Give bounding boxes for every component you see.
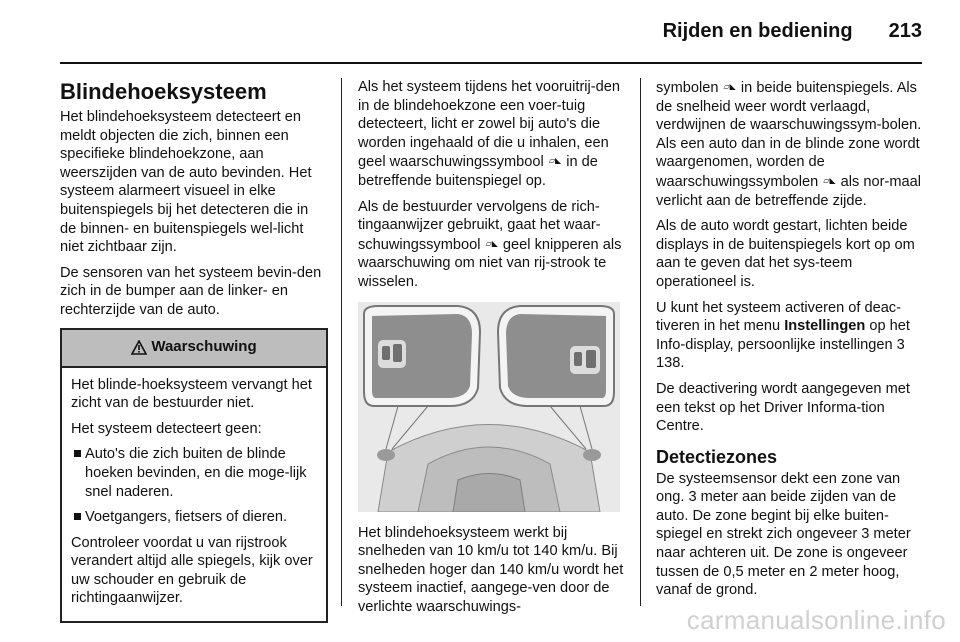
- text-segment: in beide buitenspiegels. Als de snelheid weer wordt verlaagd, verdwijnen de waarschuwingssym-bolen. Als een auto dan in de blinde zone wordt waargenomen, worden de waarschuwingssymbolen: [656, 80, 922, 190]
- paragraph: [358, 78, 626, 191]
- paragraph: Het blinde-hoeksysteem vervangt het zicht van de bestuurder niet.: [71, 376, 312, 412]
- header-rule: [60, 62, 922, 64]
- paragraph: [656, 299, 924, 373]
- warning-box: [60, 328, 328, 624]
- section-heading: Detectiezones: [656, 446, 778, 467]
- column-divider: [341, 78, 342, 606]
- blind-spot-warning-icon: ▱◣: [485, 238, 498, 248]
- section-heading: Blindehoeksysteem: [60, 79, 267, 104]
- page-reference-icon: 3: [896, 336, 905, 353]
- paragraph: Het systeem detecteert geen:: [71, 420, 262, 437]
- column-divider: [640, 78, 641, 606]
- paragraph: De deactivering wordt aangegeven met een tekst op het Driver Informa-tion Centre.: [656, 380, 910, 435]
- paragraph: Als de auto wordt gestart, lichten beide displays in de buitenspiegels kort op om aan te geven dat het sys-teem operationeel is.: [656, 218, 915, 290]
- paragraph: Het blindehoeksysteem werkt bij snelheden van 10 km/u tot 140 km/u. Bij snelheden hoger dan 140 km/u wordt het systeem inactief, aangege-ven door de verlichte waarschuwings-: [358, 524, 624, 615]
- blind-spot-warning-icon: ▱◣: [723, 82, 736, 91]
- blind-spot-warning-icon: ▱◣: [548, 156, 562, 166]
- text-segment: U kunt het systeem activeren of deac-tiveren in het menu: [656, 299, 901, 335]
- text-segment: Als de bestuurder vervolgens de rich-tingaanwijzer gebruikt, gaat het waar-schuwingssymbool: [358, 198, 601, 253]
- list-item-text: Auto's die zich buiten de blinde hoeken bevinden, en die moge-lijk snel naderen.: [85, 446, 307, 500]
- bullet-icon: [74, 513, 81, 520]
- paragraph: De systeemsensor dekt een zone van ong. 3 meter aan beide zijden van de auto. De zone begint bij elke buiten-spiegel en strekt zich ongeveer 3 meter naar achteren uit. De zone is ongeveer tussen de 0,5 meter en 2 meter hoog, vanaf de grond.: [656, 470, 911, 599]
- list-item: [71, 445, 317, 501]
- text-segment: symbolen: [656, 80, 719, 96]
- column-2: [358, 78, 626, 624]
- column-3: [656, 78, 924, 607]
- header-title: Rijden en bediening: [662, 19, 853, 42]
- list-item: [71, 508, 317, 527]
- text-segment: Als het systeem tijdens het vooruitrij-den in de blindehoekzone een voer-tuig detecteert, licht er zowel bij auto's die worden ingehaald of die u inhalen, een geel waarschuwingssymbool: [358, 79, 620, 171]
- bullet-list: [71, 445, 317, 526]
- text-segment: in de betreffende buitenspiegel op.: [358, 154, 598, 189]
- text-segment: als nor-maal verlicht aan de betreffende zijde.: [656, 173, 921, 209]
- paragraph: Het blindehoeksysteem detecteert en meldt objecten die zich, binnen een specifieke blindehoekzone, aan weerszijden van de auto bevinden. Het systeem alarmeert visueel in elke buitenspiegels bij het detecteren die in de binnen- en buitenspiegels wel-licht niet zichtbaar zijn.: [60, 109, 312, 256]
- watermark: carmanualsonline.info: [686, 605, 946, 635]
- paragraph: Controleer voordat u van rijstrook verandert altijd alle spiegels, kijk over uw schouder en gebruik de richtingaanwijzer.: [71, 534, 313, 607]
- text-segment: geel knipperen als waarschuwing om niet van rij-strook te wisselen.: [358, 236, 622, 290]
- mirrors-figure: [358, 302, 620, 512]
- paragraph: De sensoren van het systeem bevin-den zich in de bumper aan de linker- en rechterzijde van de auto.: [60, 264, 322, 318]
- paragraph: [358, 198, 626, 292]
- menu-name: Instellingen: [784, 318, 866, 335]
- warning-header: [62, 330, 326, 368]
- page-header: [663, 14, 922, 48]
- list-item-text: Voetgangers, fietsers of dieren.: [85, 509, 288, 526]
- warning-icon: [131, 340, 147, 355]
- page-reference: 138.: [656, 355, 685, 372]
- column-1: [60, 78, 328, 623]
- warning-body: [62, 368, 326, 622]
- blind-spot-warning-icon: ▱◣: [823, 175, 836, 185]
- paragraph: [656, 78, 924, 210]
- car-mirrors-illustration: [358, 302, 620, 512]
- warning-title: Waarschuwing: [151, 338, 257, 356]
- text-segment: op het Info-display, persoonlijke instellingen: [656, 318, 910, 353]
- bullet-icon: [74, 450, 81, 457]
- page-number: 213: [888, 19, 922, 42]
